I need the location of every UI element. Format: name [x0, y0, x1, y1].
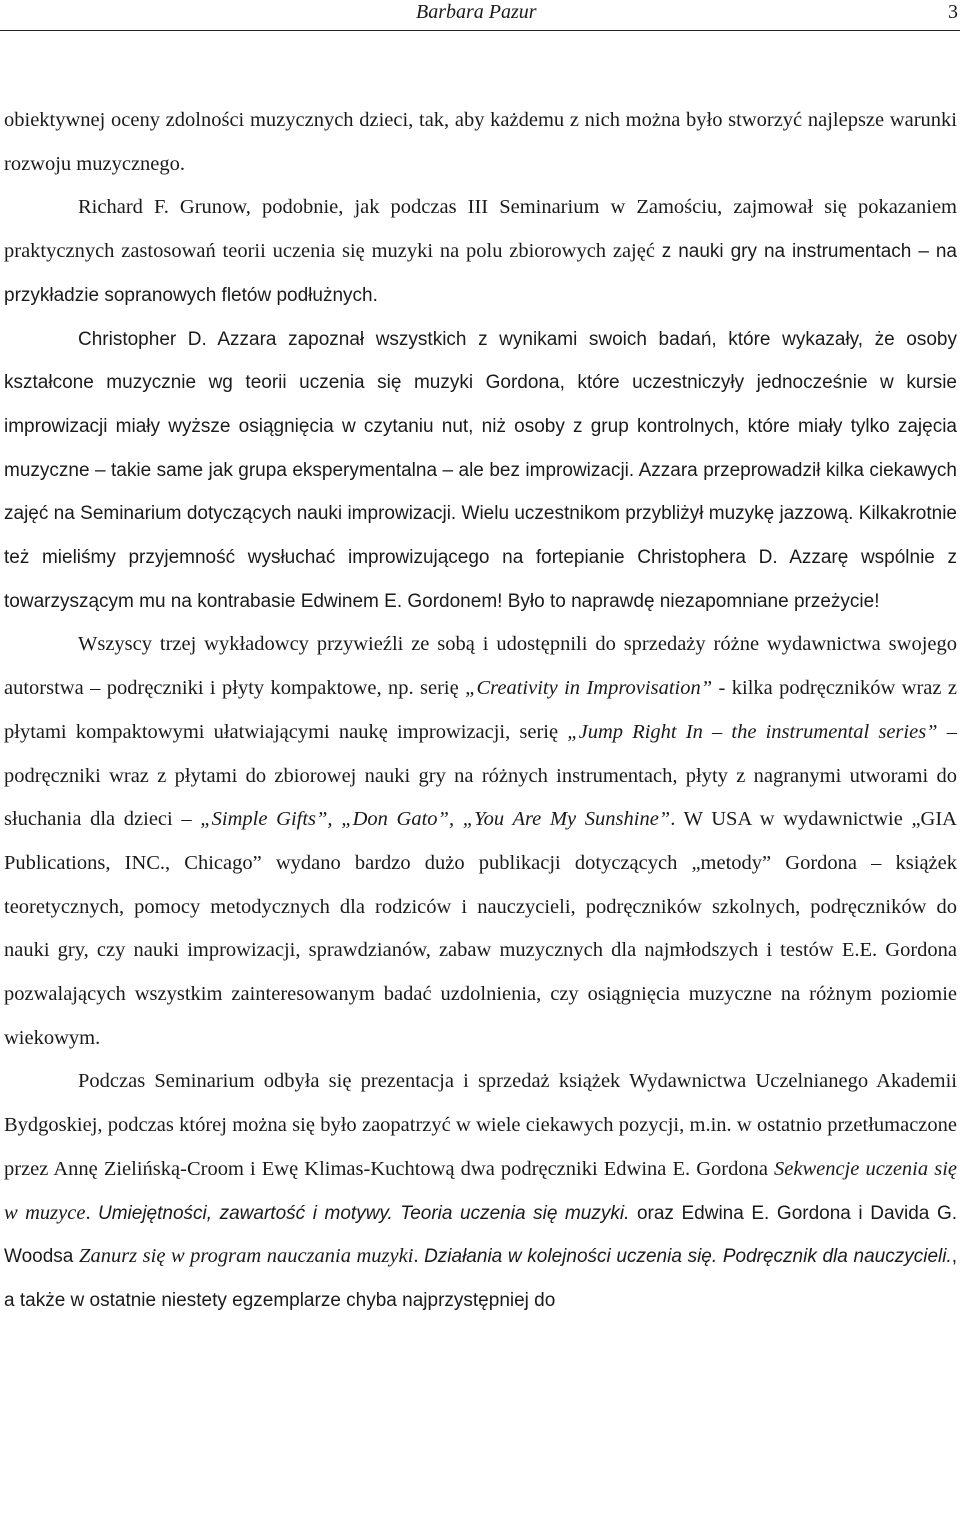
- page-header: [0, 0, 960, 31]
- paragraph-4-text: Wszyscy trzej wykładowcy przywieźli ze sobą i udostępnili do sprzedaży różne wydawnictwa swojego autorstwa – podręczniki i płyty kompaktowe, np. serię: [4, 633, 957, 700]
- paragraph-5-text-2: oraz Edwina E. Gordona i Davida G. Woodsa: [4, 1202, 958, 1268]
- running-head-author: Barbara Pazur: [416, 1, 537, 23]
- album-titles: „Simple Gifts”, „Don Gato”, „You Are My Sunshine”: [200, 808, 671, 831]
- paragraph-2-sans-text: z nauki gry na instrumentach – na przykładzie sopranowych fletów podłużnych.: [4, 241, 957, 306]
- book-subtitle-dzialania: Działania w kolejności uczenia się. Podręcznik dla nauczycieli.: [424, 1246, 952, 1268]
- series-title-creativity: „Creativity in Improvisation”: [465, 677, 713, 700]
- paragraph-1: [4, 99, 957, 186]
- paragraph-4-text-4: . W USA w wydawnictwie „GIA Publications, INC., Chicago” wydano bardzo dużo publikacji dotyczących „metody” Gordona – książek teoretycznych, pomocy metodycznych dla rodziców i nauczycieli, podręczników szkolnych, podręczników do nauki gry, czy nauki improwizacji, sprawdzianów, zabaw muzycznych dla najmłodszych i testów E.E. Gordona pozwalających wszystkim zainteresowanym badać uzdolnienia, czy osiągnięcia muzyczne na różnym poziomie wiekowym.: [4, 808, 957, 1049]
- paragraph-1-text: obiektywnej oceny zdolności muzycznych dzieci, tak, aby każdemu z nich można było stworzyć najlepsze warunki rozwoju muzycznego.: [4, 109, 957, 175]
- paragraph-5-separator-2: .: [413, 1245, 425, 1268]
- paragraph-4-text-3: – podręczniki wraz z płytami do zbiorowej nauki gry na różnych instrumentach, płyty z nagranymi utworami do słuchania dla dzieci –: [4, 720, 957, 831]
- paragraph-3: [4, 318, 957, 624]
- page-number: 3: [948, 1, 958, 23]
- paragraph-4: [4, 623, 957, 1060]
- paragraph-5-separator: .: [85, 1201, 98, 1224]
- book-subtitle-umiejetnosci: Umiejętności, zawartość i motywy. Teoria uczenia się muzyki.: [98, 1202, 630, 1224]
- book-title-zanurz-sie: Zanurz się w program nauczania muzyki: [79, 1245, 414, 1268]
- book-title-sekwencje: Sekwencje uczenia się w muzyce: [4, 1157, 957, 1224]
- series-title-jump-right-in: „Jump Right In – the instrumental series”: [567, 720, 938, 743]
- paragraph-3-text: Christopher D. Azzara zapoznał wszystkich z wynikami swoich badań, które wykazały, że osoby kształcone muzycznie wg teorii uczenia się muzyki Gordona, które uczestniczyły jednocześnie w kursie improwizacji miały wyższe osiągnięcia w czytaniu nut, niż osoby z grup kontrolnych, które miały tylko zajęcia muzyczne – takie same jak grupa eksperymentalna – ale bez improwizacji.: [4, 328, 957, 481]
- document-body: [4, 99, 957, 1323]
- paragraph-5-text: Podczas Seminarium odbyła się prezentacja i sprzedaż książek Wydawnictwa Uczelnianego Akademii Bydgoskiej, podczas której można się było zaopatrzyć w wiele ciekawych pozycji, m.in. w ostatnio przetłumaczone przez Annę Zielińską-Croom i Ewę Klimas-Kuchtową dwa podręczniki Edwina E. Gordona: [4, 1070, 957, 1180]
- paragraph-5: [4, 1060, 957, 1322]
- paragraph-4-text-2: - kilka podręczników wraz z płytami kompaktowymi ułatwiającymi naukę improwizacji, serię: [4, 677, 957, 743]
- paragraph-5-text-3: , a także w ostatnie niestety egzemplarze chyba najprzystępniej do: [4, 1246, 958, 1311]
- paragraph-3-text-continued: Azzara przeprowadził kilka ciekawych zajęć na Seminarium dotyczących nauki improwizacji. Wielu uczestnikom przybliżył muzykę jazzową. Kilkakrotnie też mieliśmy przyjemność wysłuchać improwizującego na fortepianie Christophera D. Azzarę wspólnie z towarzyszącym mu na kontrabasie Edwinem E. Gordonem! Było to naprawdę niezapomniane przeżycie!: [4, 459, 957, 612]
- paragraph-2-text: Richard F. Grunow, podobnie, jak podczas III Seminarium w Zamościu, zajmował się pokazaniem praktycznych zastosowań teorii uczenia się muzyki na polu zbiorowych zajęć: [4, 196, 957, 263]
- paragraph-2: [4, 186, 957, 317]
